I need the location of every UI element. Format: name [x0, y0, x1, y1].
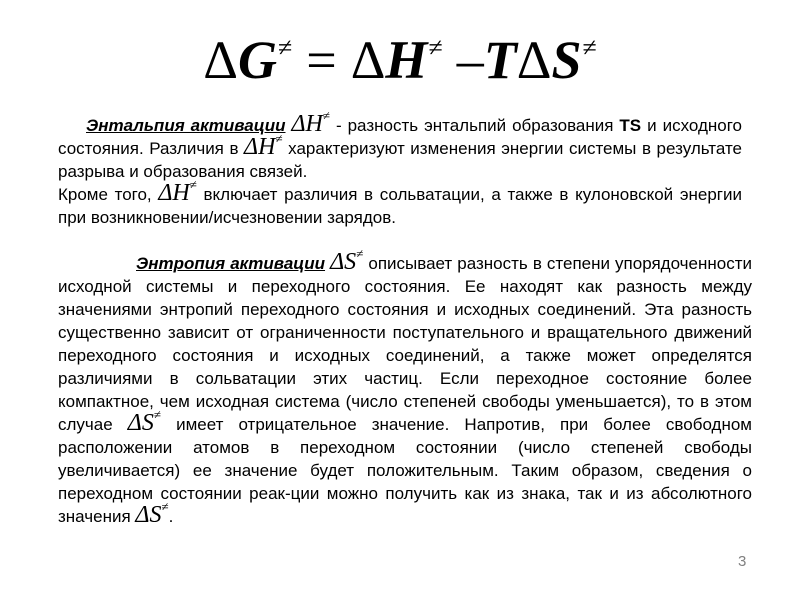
entropy-paragraph: Энтропия активации ΔS≠ описывает разность в степени упорядоченности исходной системы и переходного состояния. Ее находят как разность между значениями энтропий переходного состояния и исходных соединений. Эта разность существенно зависит от ограниченности поступательного и вращательного движений переходного состояния и исходных соединений, а также может определятся различиями в сольватации этих частиц. Если переходное состояние более компактное, чем исходная система (число степеней свободы уменьшается), то в этом случае ΔS≠ имеет отрицательное значение. Напротив, при более свободном расположении атомов в переходном состоянии (число степеней свободы увеличивается) ее значение будет положительным. Таким образом, сведения о переходном состоянии реак-ции можно получить как из знака, так и из абсолютного значения ΔS≠.: [58, 246, 752, 528]
activation-equation: [0, 30, 800, 100]
page-number: 3: [738, 553, 747, 570]
enthalpy-paragraph: Энтальпия активации ΔH≠ - разность энтальпий образования TS и исходного состояния. Различия в ΔH≠ характеризуют изменения энергии системы в результате разрыва и образования связей. Кроме того, ΔH≠ включает различия в сольватации, а также в кулоновской энергии при возникновении/исчезновении зарядов.: [58, 108, 742, 227]
enthalpy-keyword: Энтальпия активации: [86, 116, 286, 135]
t-delta-s-term: TΔS: [483, 30, 582, 90]
entropy-keyword: Энтропия активации: [136, 254, 326, 273]
delta-h-symbol: ΔH≠: [244, 131, 283, 160]
delta-h-symbol: ΔH≠: [291, 108, 331, 137]
delta-h-symbol: ΔH≠: [158, 177, 197, 206]
delta-s-symbol: ΔS≠: [127, 407, 161, 436]
ne-superscript: ≠: [582, 33, 597, 62]
delta-g-term: ΔG: [203, 30, 277, 90]
minus-sign: –: [456, 30, 484, 90]
ne-superscript: ≠: [428, 33, 443, 62]
delta-h-term: ΔH: [350, 30, 428, 90]
ts-label: TS: [619, 116, 642, 135]
ne-superscript: ≠: [277, 33, 293, 62]
equals-sign: =: [306, 30, 337, 90]
delta-s-symbol: ΔS≠: [330, 246, 364, 275]
delta-s-symbol: ΔS≠: [135, 499, 169, 528]
